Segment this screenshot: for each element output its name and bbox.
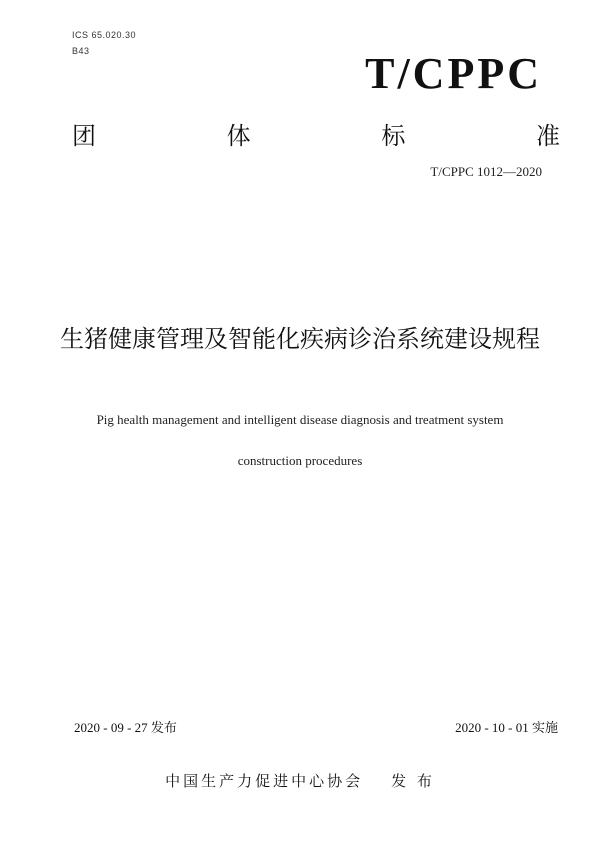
publisher-line [40, 770, 560, 791]
document-title-cn: 生猪健康管理及智能化疾病诊治系统建设规程 [60, 325, 540, 353]
issue-date: 2020 - 09 - 27 发布 [74, 720, 177, 735]
document-title-en-line2: construction procedures [237, 453, 363, 468]
standard-type-char: 准 [535, 122, 560, 150]
document-title-en-line1: Pig health management and intelligent disease diagnosis and treatment system [96, 412, 504, 427]
header-divider [40, 158, 560, 159]
publisher-name: 中国生产力促进中心协会 [165, 772, 364, 790]
standard-type [72, 116, 560, 151]
publish-action: 发 布 [391, 772, 435, 790]
ccs-code: B43 [72, 46, 90, 56]
standard-type-char: 体 [226, 122, 251, 150]
standard-type-char: 标 [381, 122, 406, 150]
standard-number: T/CPPC 1012—2020 [430, 164, 542, 179]
standard-type-char: 团 [72, 122, 96, 150]
standard-logo: T/CPPC [365, 49, 542, 98]
implementation-date: 2020 - 10 - 01 实施 [455, 720, 558, 735]
ics-code: ICS 65.020.30 [72, 30, 137, 40]
